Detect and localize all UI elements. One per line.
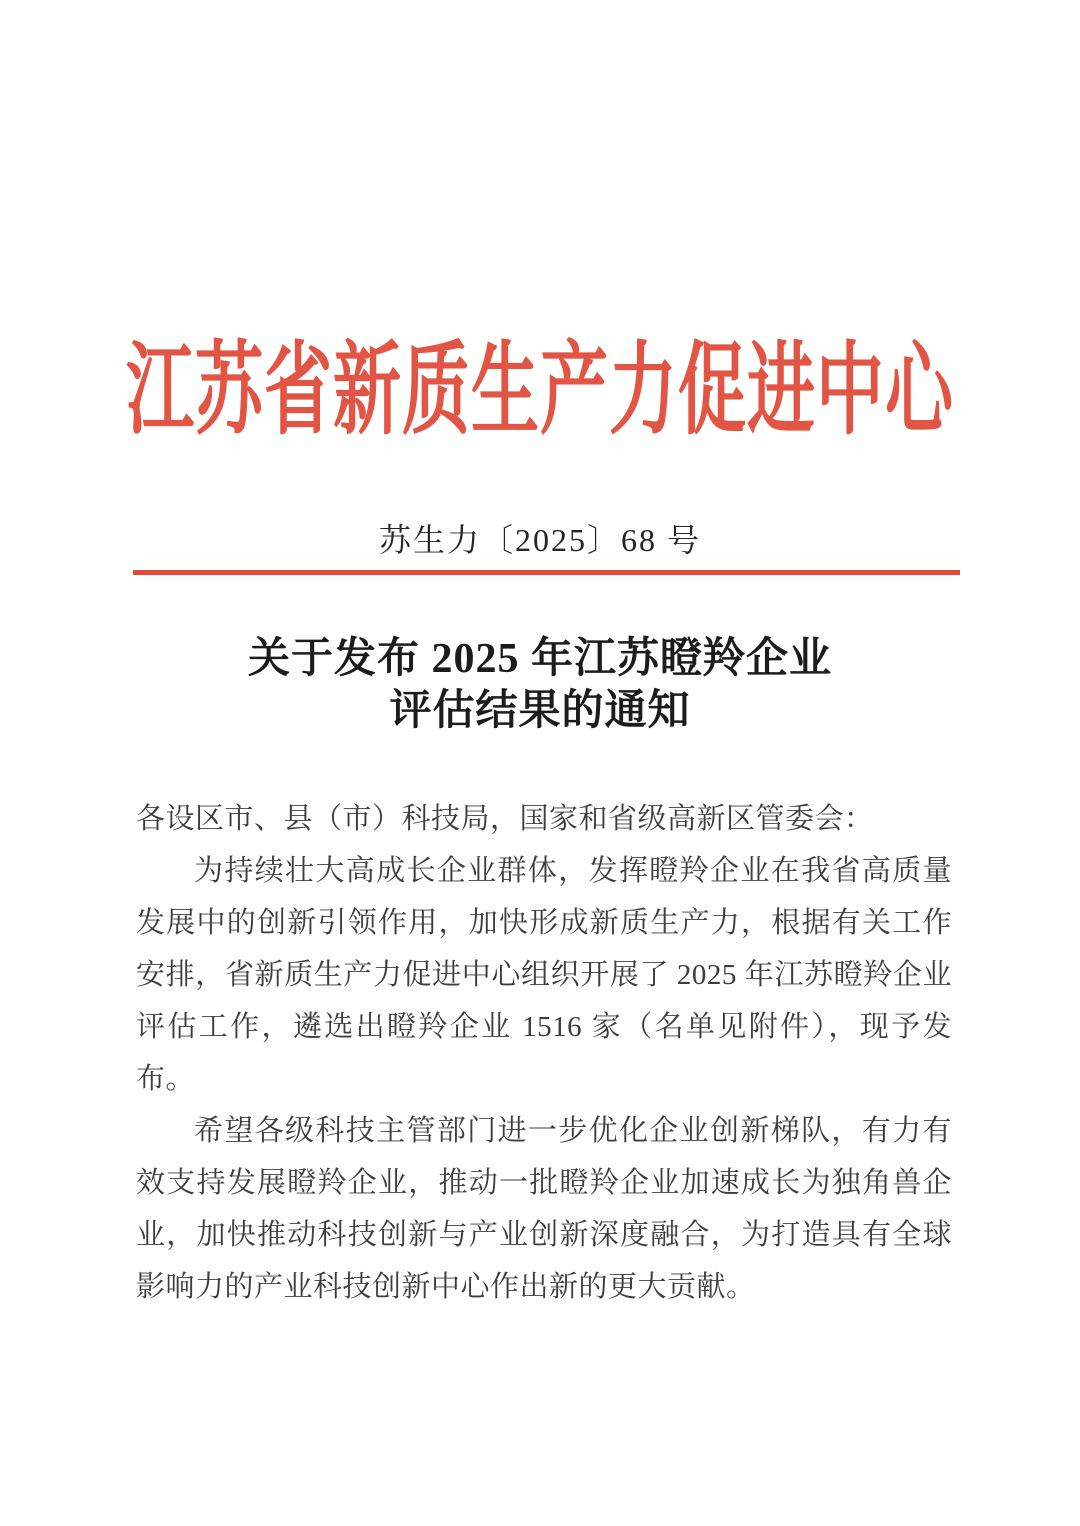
document-title-line2: 评估结果的通知 xyxy=(389,688,691,734)
red-divider-line xyxy=(133,570,960,575)
body-paragraph-1: 为持续壮大高成长企业群体，发挥瞪羚企业在我省高质量发展中的创新引领作用，加快形成新质生产力，根据有关工作安排，省新质生产力促进中心组织开展了 2025 年江苏瞪羚企业评估工作，遴选出瞪羚企业 1516 家（名单见附件），现予发布。 xyxy=(136,855,952,1095)
document-body xyxy=(136,793,952,1313)
document-number: 苏生力〔2025〕68 号 xyxy=(378,522,701,558)
letterhead-org-name: 江苏省新质生产力促进中心 xyxy=(125,334,954,447)
body-paragraph-2: 希望各级科技主管部门进一步优化企业创新梯队，有力有效支持发展瞪羚企业，推动一批瞪羚企业加速成长为独角兽企业，加快推动科技创新与产业创新深度融合，为打造具有全球影响力的产业科技创新中心作出新的更大贡献。 xyxy=(136,1115,952,1303)
salutation: 各设区市、县（市）科技局，国家和省级高新区管委会： xyxy=(136,803,874,835)
document-title-line1: 关于发布 2025 年江苏瞪羚企业 xyxy=(247,636,832,682)
document-title xyxy=(0,633,1080,737)
